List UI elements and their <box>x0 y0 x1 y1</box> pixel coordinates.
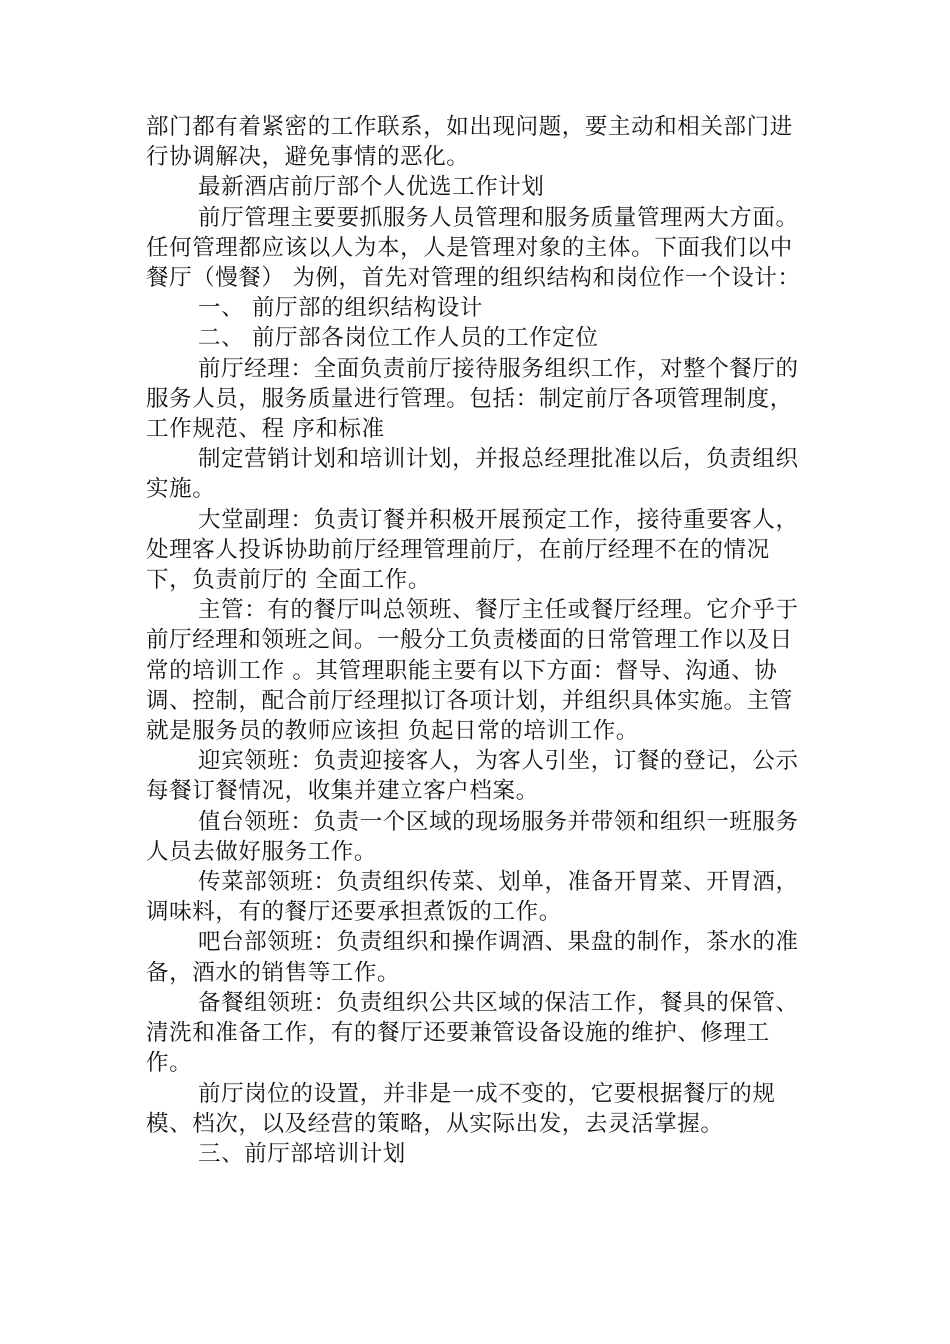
paragraph-greeting-captain: 迎宾领班：负责迎接客人，为客人引坐，订餐的登记，公示每餐订餐情况，收集并建立客户档案。 <box>146 748 799 805</box>
section-heading-1: 一、 前厅部的组织结构设计 <box>198 295 483 322</box>
paragraph-marketing-plan: 制定营销计划和培训计划，并报总经理批准以后，负责组织实施。 <box>146 446 799 503</box>
section-heading-2: 二、 前厅部各岗位工作人员的工作定位 <box>198 325 599 352</box>
paragraph-lobby-assistant-manager: 大堂副理：负责订餐并积极开展预定工作，接待重要客人，处理客人投诉协助前厅经理管理前厅，在前厅经理不在的情况下，负责前厅的 全面工作。 <box>146 506 799 594</box>
paragraph-2-heading: 最新酒店前厅部个人优选工作计划 <box>198 174 545 201</box>
paragraph-supervisor: 主管：有的餐厅叫总领班、餐厅主任或餐厅经理。它介乎于前厅经理和领班之间。一般分工负责楼面的日常管理工作以及日常的培训工作 。其管理职能主要有以下方面：督导、沟通、协调、控制，配合前厅经理拟订各项计划，并组织具体实施。主管就是服务员的教师应该担 负起日常的培训工作。 <box>146 597 799 745</box>
paragraph-3: 前厅管理主要要抓服务人员管理和服务质量管理两大方面。任何管理都应该以人为本，人是管理对象的主体。下面我们以中餐厅（慢餐） 为例，首先对管理的组织结构和岗位作一个设计： <box>146 204 801 292</box>
section-heading-3: 三、前厅部培训计划 <box>198 1140 406 1167</box>
document-body <box>146 112 806 1169</box>
paragraph-bar-captain: 吧台部领班：负责组织和操作调酒、果盘的制作，茶水的准备，酒水的销售等工作。 <box>146 929 799 986</box>
paragraph-station-captain: 值台领班：负责一个区域的现场服务并带领和组织一班服务人员去做好服务工作。 <box>146 808 799 865</box>
paragraph-runner-captain: 传菜部领班：负责组织传菜、划单，准备开胃菜、开胃酒，调味料，有的餐厅还要承担煮饭的工作。 <box>146 869 799 926</box>
paragraph-prep-captain: 备餐组领班：负责组织公共区域的保洁工作，餐具的保管、清洗和准备工作，有的餐厅还要兼管设备设施的维护、修理工作。 <box>146 989 799 1077</box>
paragraph-position-setup: 前厅岗位的设置，并非是一成不变的，它要根据餐厅的规模、档次，以及经营的策略，从实际出发，去灵活掌握。 <box>146 1080 776 1137</box>
paragraph-front-office-manager: 前厅经理：全面负责前厅接待服务组织工作，对整个餐厅的服务人员，服务质量进行管理。包括：制定前厅各项管理制度，工作规范、程 序和标准 <box>146 355 799 443</box>
paragraph-1: 部门都有着紧密的工作联系，如出现问题，要主动和相关部门进行协调解决，避免事情的恶化。 <box>146 114 793 171</box>
